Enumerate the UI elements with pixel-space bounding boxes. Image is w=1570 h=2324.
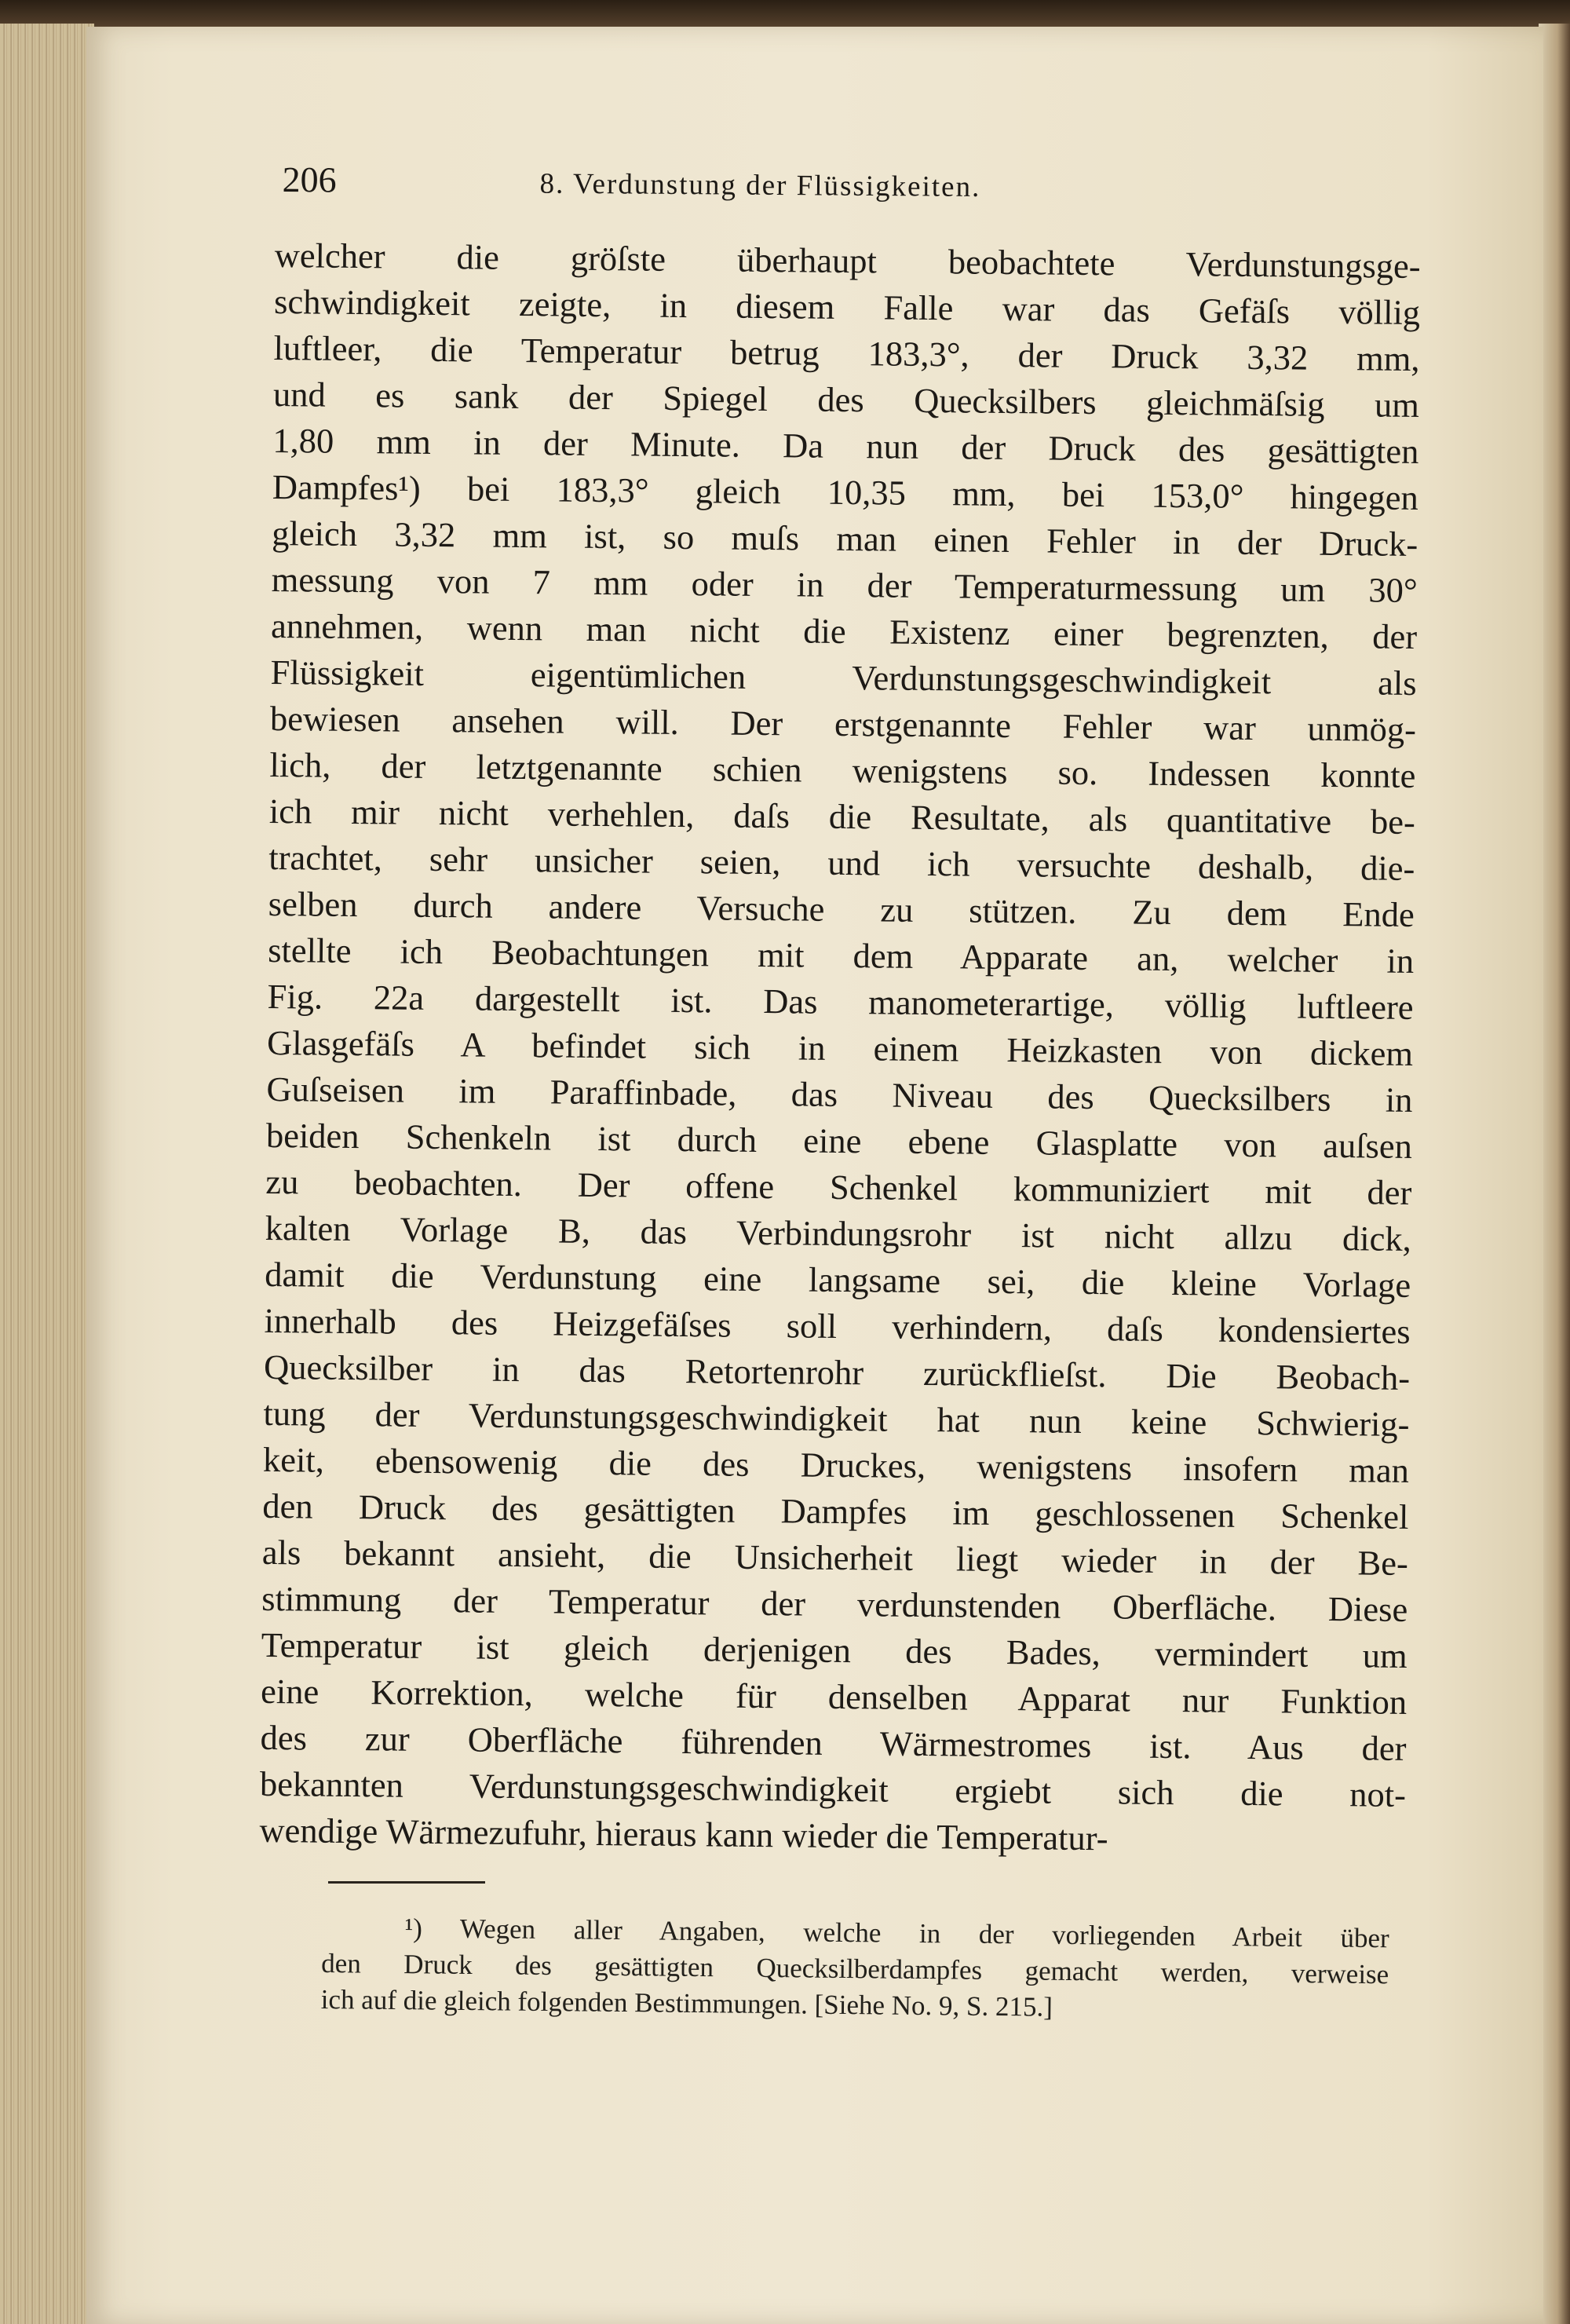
body-line: schwindigkeit zeigte, in diesem Falle war das Gefäſs völlig [273, 281, 1421, 333]
body-line: wendige Wärmezufuhr, hieraus kann wieder die Temperatur- [259, 1810, 1108, 1858]
body-line: und es sank der Spiegel des Quecksilbers gleichmäſsig um [272, 374, 1420, 426]
footnote-line: ich auf die gleich folgenden Bestimmungen. [Siehe No. 9, S. 215.] [320, 1983, 1053, 2023]
body-line: luftleer, die Temperatur betrug 183,3°, der Druck 3,32 mm, [273, 327, 1420, 379]
page-stack-edges [0, 24, 94, 2324]
body-line: stellte ich Beobachtungen mit dem Apparate an, welcher in [267, 930, 1415, 981]
page-number: 206 [282, 159, 337, 200]
body-line: zu beobachten. Der offene Schenkel kommuniziert mit der [265, 1161, 1412, 1212]
body-line: lich, der letztgenannte schien wenigstens so. Indessen konnte [269, 744, 1416, 795]
body-line: Glasgefäſs A befindet sich in einem Heizkasten von dickem [266, 1022, 1414, 1073]
body-line: Fig. 22a dargestellt ist. Das manometerartige, völlig luftleere [267, 976, 1414, 1027]
body-line: keit, ebensowenig die des Druckes, wenigstens insofern man [262, 1439, 1410, 1490]
page-right-edge [1539, 24, 1570, 2324]
body-line: tung der Verdunstungsgeschwindigkeit hat nun keine Schwierig- [263, 1393, 1410, 1444]
footnote-separator [328, 1881, 485, 1884]
body-line: welcher die gröſste überhaupt beobachtete Verdunstungsge- [274, 235, 1421, 287]
body-line: als bekannt ansieht, die Unsicherheit liegt wieder in der Be- [261, 1532, 1409, 1583]
running-head: 8. Verdunstung der Flüssigkeiten. [539, 167, 981, 203]
body-line: 1,80 mm in der Minute. Da nun der Druck des gesättigten [272, 420, 1419, 472]
body-line: den Druck des gesättigten Dampfes im geschlossenen Schenkel [262, 1485, 1409, 1537]
body-line: trachtet, sehr unsicher seien, und ich versuchte deshalb, die- [268, 837, 1415, 888]
body-line: Flüssigkeit eigentümlichen Verdunstungsgeschwindigkeit als [270, 652, 1417, 703]
body-line: des zur Oberfläche führenden Wärmestromes ist. Aus der [260, 1717, 1407, 1768]
body-line: beiden Schenkeln ist durch eine ebene Glasplatte von auſsen [265, 1115, 1413, 1166]
footnote [321, 1909, 1389, 2029]
body-line: stimmung der Temperatur der verdunstenden Oberfläche. Diese [261, 1578, 1408, 1629]
body-line: ich mir nicht verhehlen, daſs die Resultate, als quantitative be- [268, 791, 1416, 842]
footnote-line: den Druck des gesättigten Quecksilberdampfes gemacht werden, verweise [321, 1947, 1389, 1990]
body-line: kalten Vorlage B, das Verbindungsrohr ist nicht allzu dick, [265, 1208, 1412, 1259]
body-line: bekannten Verdunstungsgeschwindigkeit ergiebt sich die not- [259, 1763, 1407, 1814]
body-line: innerhalb des Heizgefäſses soll verhindern, daſs kondensiertes [264, 1300, 1411, 1351]
body-line: Dampfes¹) bei 183,3° gleich 10,35 mm, bei 153,0° hingegen [272, 466, 1419, 517]
body-line: damit die Verdunstung eine langsame sei, die kleine Vorlage [265, 1254, 1411, 1305]
body-line: annehmen, wenn man nicht die Existenz einer begrenzten, der [270, 605, 1418, 656]
body-line: Guſseisen im Paraffinbade, das Niveau des Quecksilbers in [266, 1069, 1413, 1120]
body-line: selben durch andere Versuche zu stützen. Zu dem Ende [268, 883, 1415, 934]
body-line: Quecksilber in das Retortenrohr zurückflieſst. Die Beobach- [263, 1347, 1411, 1398]
page-header [282, 143, 1382, 222]
body-line: Temperatur ist gleich derjenigen des Bades, vermindert um [261, 1624, 1408, 1675]
body-line: eine Korrektion, welche für denselben Apparat nur Funktion [260, 1671, 1408, 1722]
body-line: gleich 3,32 mm ist, so muſs man einen Fehler in der Druck- [272, 513, 1418, 564]
body-text [259, 232, 1421, 1865]
body-line: messung von 7 mm oder in der Temperaturmessung um 30° [271, 559, 1418, 610]
footnote-line: ¹) Wegen aller Angaben, welche in der vorliegenden Arbeit über [404, 1913, 1389, 1954]
body-line: bewiesen ansehen will. Der erstgenannte Fehler war unmög- [269, 698, 1417, 749]
